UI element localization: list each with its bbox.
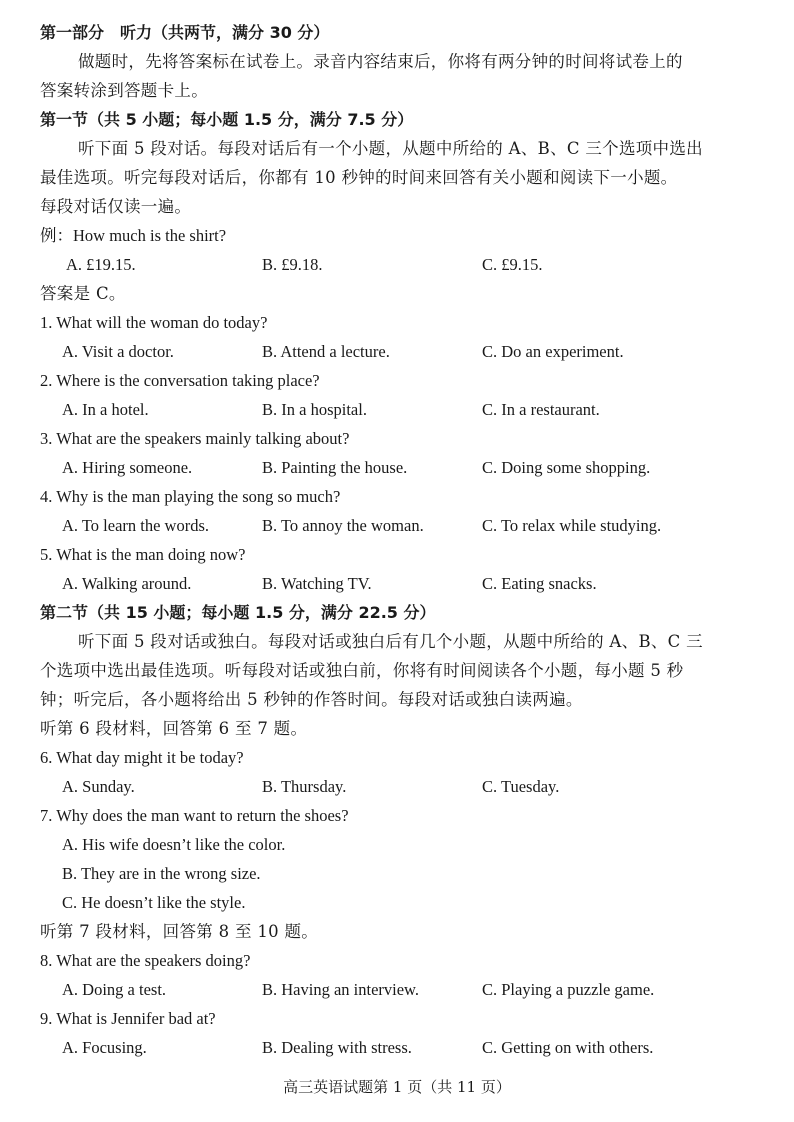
part1-intro-line2: 答案转涂到答题卡上。 [40, 81, 208, 100]
example-answer: 答案是 C。 [40, 284, 126, 303]
section2-intro-line2: 个选项中选出最佳选项。听每段对话或独白前，你将有时间阅读各个小题，每小题 5 秒 [40, 661, 684, 680]
q9-option-b: B. Dealing with stress. [262, 1038, 412, 1057]
q7-option-c: C. He doesn’t like the style. [62, 893, 246, 912]
example-option-a: A. £19.15. [66, 255, 136, 274]
section1-heading: 第一节（共 5 小题；每小题 1.5 分，满分 7.5 分） [40, 110, 414, 129]
example-option-c: C. £9.15. [482, 255, 543, 274]
q7-option-a: A. His wife doesn’t like the color. [62, 835, 286, 854]
material-7-instruction: 听第 7 段材料，回答第 8 至 10 题。 [40, 922, 319, 941]
question-6: 6. What day might it be today? [40, 748, 244, 767]
q6-option-b: B. Thursday. [262, 777, 347, 796]
question-5: 5. What is the man doing now? [40, 545, 246, 564]
q7-option-b: B. They are in the wrong size. [62, 864, 261, 883]
q9-option-c: C. Getting on with others. [482, 1038, 654, 1057]
question-4: 4. Why is the man playing the song so much? [40, 487, 341, 506]
question-3: 3. What are the speakers mainly talking about? [40, 429, 350, 448]
q1-option-c: C. Do an experiment. [482, 342, 624, 361]
question-8: 8. What are the speakers doing? [40, 951, 251, 970]
q3-option-a: A. Hiring someone. [62, 458, 193, 477]
q5-option-b: B. Watching TV. [262, 574, 372, 593]
q2-option-a: A. In a hotel. [62, 400, 149, 419]
q8-option-c: C. Playing a puzzle game. [482, 980, 655, 999]
question-7: 7. Why does the man want to return the shoes? [40, 806, 349, 825]
question-2: 2. Where is the conversation taking place? [40, 371, 320, 390]
example-option-b: B. £9.18. [262, 255, 323, 274]
q1-option-b: B. Attend a lecture. [262, 342, 390, 361]
part1-heading: 第一部分 听力（共两节，满分 30 分） [40, 23, 330, 42]
q8-option-a: A. Doing a test. [62, 980, 167, 999]
question-9: 9. What is Jennifer bad at? [40, 1009, 216, 1028]
material-6-instruction: 听第 6 段材料，回答第 6 至 7 题。 [40, 719, 308, 738]
q4-option-b: B. To annoy the woman. [262, 516, 424, 535]
section1-intro-line1: 听下面 5 段对话。每段对话后有一个小题，从题中所给的 A、B、C 三个选项中选出 [78, 139, 703, 158]
section1-intro-line2: 最佳选项。听完每段对话后，你都有 10 秒钟的时间来回答有关小题和阅读下一小题。 [40, 168, 678, 187]
example-question: 例：How much is the shirt? [40, 226, 227, 245]
q6-option-a: A. Sunday. [62, 777, 135, 796]
q4-option-a: A. To learn the words. [62, 516, 210, 535]
q6-option-c: C. Tuesday. [482, 777, 560, 796]
q3-option-c: C. Doing some shopping. [482, 458, 651, 477]
q3-option-b: B. Painting the house. [262, 458, 408, 477]
section2-intro-line1: 听下面 5 段对话或独白。每段对话或独白后有几个小题，从题中所给的 A、B、C 三 [78, 632, 703, 651]
q5-option-a: A. Walking around. [62, 574, 192, 593]
question-1: 1. What will the woman do today? [40, 313, 268, 332]
section2-intro-line3: 钟；听完后，各小题将给出 5 秒钟的作答时间。每段对话或独白读两遍。 [40, 690, 583, 709]
section2-heading: 第二节（共 15 小题；每小题 1.5 分，满分 22.5 分） [40, 603, 436, 622]
part1-intro-line1: 做题时，先将答案标在试卷上。录音内容结束后，你将有两分钟的时间将试卷上的 [78, 52, 683, 71]
q2-option-b: B. In a hospital. [262, 400, 367, 419]
q4-option-c: C. To relax while studying. [482, 516, 662, 535]
q8-option-b: B. Having an interview. [262, 980, 420, 999]
q9-option-a: A. Focusing. [62, 1038, 147, 1057]
page-footer: 高三英语试题第 1 页（共 11 页） [283, 1078, 511, 1096]
section1-intro-line3: 每段对话仅读一遍。 [40, 197, 192, 216]
q5-option-c: C. Eating snacks. [482, 574, 597, 593]
q1-option-a: A. Visit a doctor. [62, 342, 174, 361]
q2-option-c: C. In a restaurant. [482, 400, 600, 419]
